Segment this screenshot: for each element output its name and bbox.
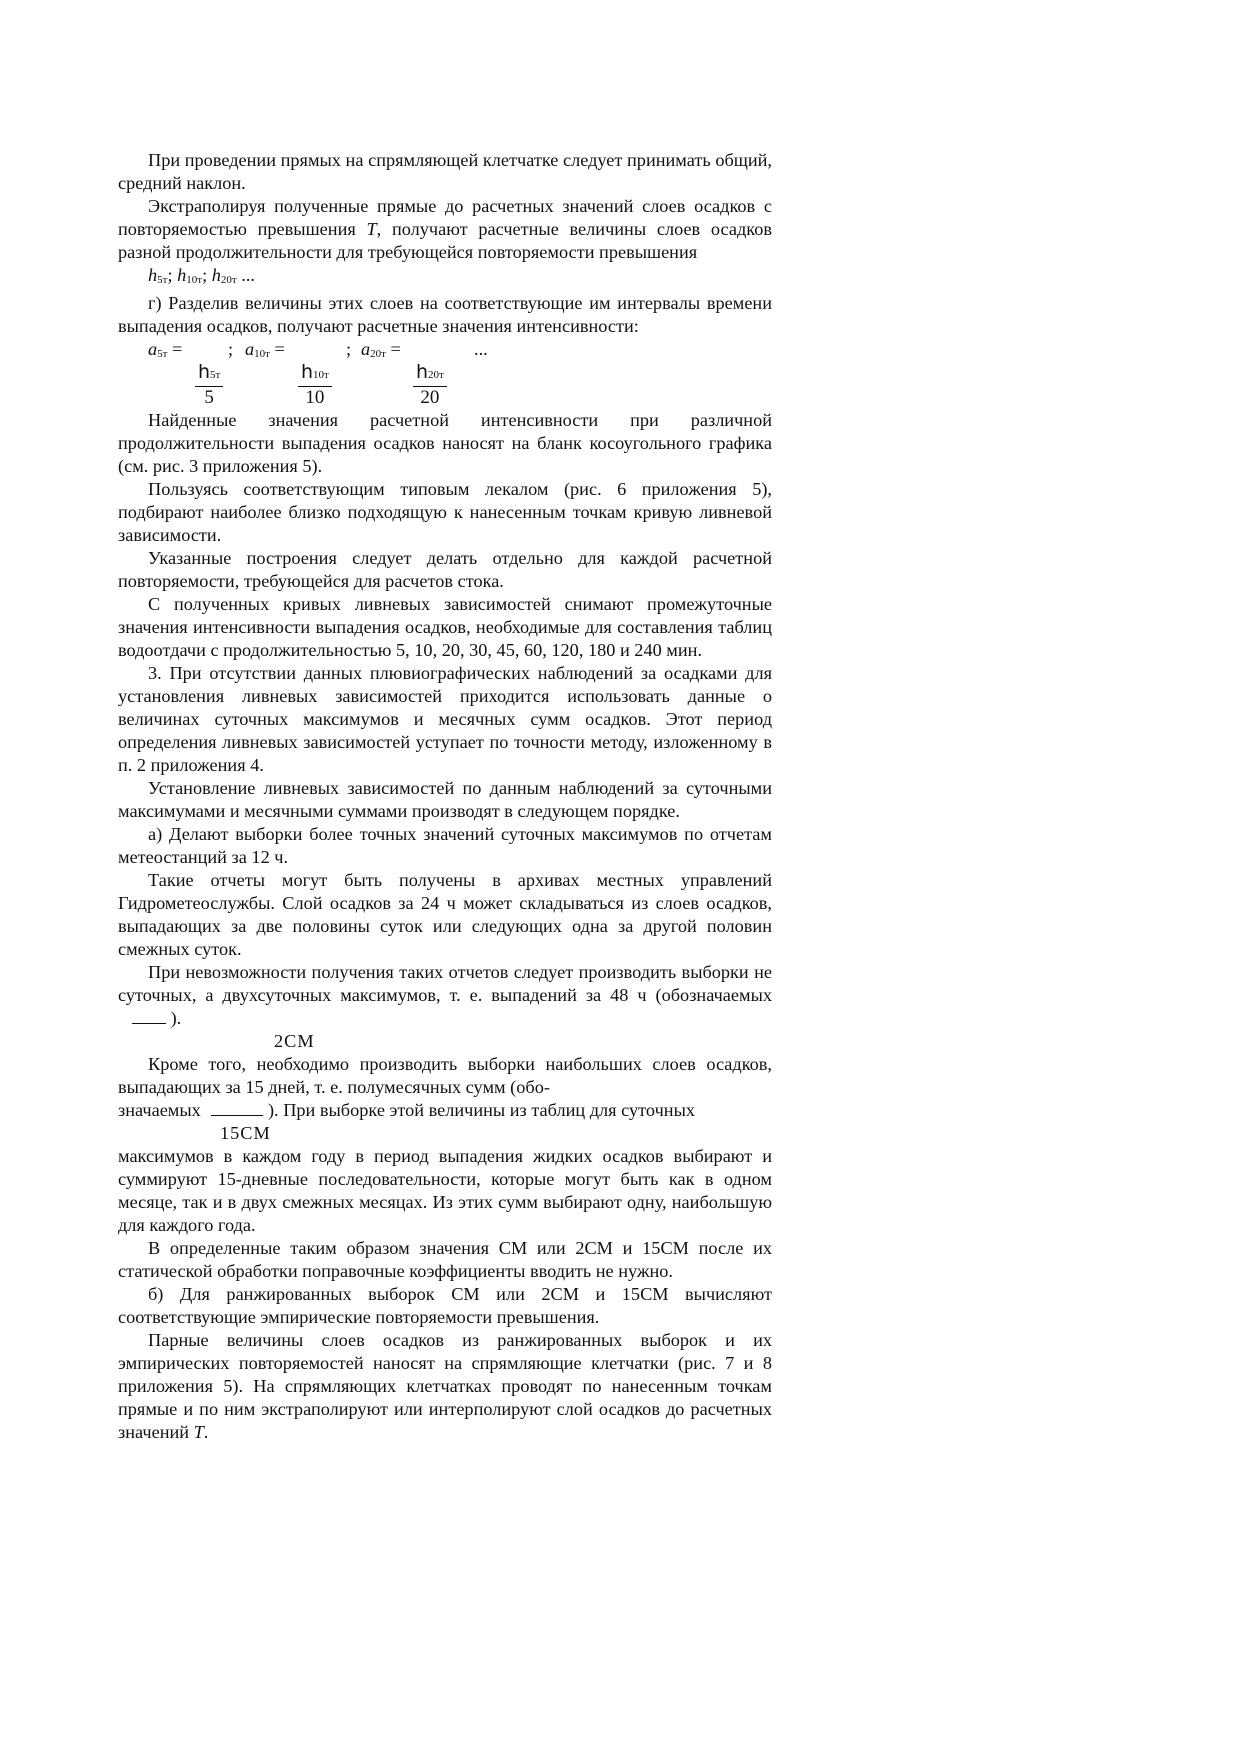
fraction-denominator: 20	[420, 387, 440, 408]
subscript: 5т	[157, 348, 168, 360]
fraction-h5	[195, 361, 223, 409]
fractions-row	[118, 361, 772, 409]
paragraph-archives: Такие отчеты могут быть получены в архивах местных управлений Гидрометеослужбы. Слой осадков за 24 ч может складываться из слоев осадков, выпадающих за две половины суток или следующих одна за другой половин смежных суток.	[118, 870, 772, 959]
blank-line	[211, 1101, 263, 1116]
fraction-numerator	[195, 361, 223, 387]
symbol-h: h	[177, 265, 187, 285]
symbol-a: a	[245, 339, 255, 359]
label-15cm: 15СМ	[220, 1123, 271, 1143]
equals: =	[269, 339, 285, 359]
paragraph-curves: С полученных кривых ливневых зависимостей снимают промежуточные значения интенсивности выпадения осадков, необходимые для составления таблиц водоотдачи с продолжительностью 5, 10, 20, 30, 45, 60, 120, 180 и 240 мин.	[118, 594, 772, 660]
fraction-h20	[413, 361, 447, 409]
symbol-T: T	[193, 1422, 204, 1442]
paragraph-corrections: В определенные таким образом значения СМ или 2СМ и 15СМ после их статической обработки поправочные коэффициенты вводить не нужно.	[118, 1238, 772, 1281]
subscript: 20т	[370, 348, 386, 360]
paragraph-item-a: а) Делают выборки более точных значений суточных максимумов по отчетам метеостанций за 12 ч.	[118, 824, 772, 867]
subscript: 10т	[254, 348, 270, 360]
symbol-h: h	[198, 361, 211, 383]
text: ). При выборке этой величины из таблиц для суточных	[267, 1100, 695, 1120]
paragraph-divide: г) Разделив величины этих слоев на соответствующие им интервалы времени выпадения осадков, получают расчетные значения интенсивности:	[118, 293, 772, 336]
subscript: 10т	[186, 274, 203, 286]
paragraph-two-day	[118, 961, 772, 1030]
paragraph-half-month-cont	[118, 1099, 772, 1122]
fraction-denominator: 10	[305, 387, 325, 408]
paragraph-extrapolation	[118, 195, 772, 264]
text: ).	[170, 1008, 182, 1028]
fraction-numerator	[413, 361, 447, 387]
paragraph-template: Пользуясь соответствующим типовым лекалом (рис. 6 приложения 5), подбирают наиболее близко подходящую к нанесенным точкам кривую ливневой зависимости.	[118, 479, 772, 545]
paragraph-paired-values	[118, 1329, 772, 1444]
paragraph-order: Установление ливневых зависимостей по данным наблюдений за суточными максимумами и месячными суммами производят в следующем порядке.	[118, 778, 772, 821]
paragraph-section-3: 3. При отсутствии данных плювиографических наблюдений за осадками для установления ливневых зависимостей приходится использовать данные о величинах суточных максимумов и месячных сумм осадков. Этот период определения ливневых зависимостей уступает по точности методу, изложенному в п. 2 приложения 4.	[118, 663, 772, 775]
subscript: 20т	[428, 369, 444, 381]
equals: =	[385, 339, 401, 359]
symbol-a: a	[361, 339, 371, 359]
text: Экстраполируя полученные прямые до расчетных значений слоев осадков с повторяемостью превышения	[118, 196, 772, 239]
ellipsis: ...	[474, 339, 488, 359]
paragraph-half-month-end: максимумов в каждом году в период выпадения жидких осадков выбирают и суммируют 15-дневные последовательности, которые могут быть как в одном месяце, так и в двух смежных месяцах. Из этих сумм выбирают одну, наибольшую для каждого года.	[118, 1146, 772, 1235]
symbol-h: h	[211, 265, 221, 285]
text: .	[203, 1422, 209, 1442]
text: Парные величины слоев осадков из ранжированных выборок и их эмпирических повторяемостей наносят на спрямляющие клетчатки (рис. 7 и 8 приложения 5). На спрямляющих клетчатках проводят по нанесенным точкам прямые и по ним экстраполируют или интерполируют слой осадков до расчетных значений	[118, 1330, 772, 1442]
equals: =	[167, 339, 183, 359]
blank-line	[132, 1009, 166, 1024]
symbol-h: h	[301, 361, 314, 383]
ellipsis: ...	[236, 265, 255, 285]
text: , получают расчетные величины слоев осадков разной продолжительности для требующейся повторяемости превышения	[118, 219, 772, 262]
label-row	[118, 1030, 772, 1053]
paragraph-slope: При проведении прямых на спрямляющей клетчатке следует принимать общий, средний наклон.	[118, 150, 772, 193]
fraction-numerator	[298, 361, 332, 387]
separator: ;	[202, 265, 212, 285]
symbol-h: h	[148, 265, 158, 285]
subscript: 5т	[210, 369, 221, 381]
subscript: 10т	[313, 369, 329, 381]
fraction-h10	[298, 361, 332, 409]
label-2cm: 2СМ	[274, 1031, 315, 1051]
subscript: 5т	[157, 274, 168, 286]
formula-a-values	[118, 338, 772, 361]
paragraph-constructions: Указанные построения следует делать отдельно для каждой расчетной повторяемости, требующейся для расчетов стока.	[118, 548, 772, 591]
paragraph-half-month: Кроме того, необходимо производить выборки наибольших слоев осадков, выпадающих за 15 дней, т. е. полумесячных сумм (обо-	[118, 1054, 772, 1097]
symbol-h: h	[416, 361, 429, 383]
label-row	[118, 1122, 772, 1145]
formula-h-values	[118, 264, 772, 292]
fraction-denominator: 5	[204, 387, 214, 408]
symbol-a: a	[148, 339, 158, 359]
subscript: 20т	[220, 274, 237, 286]
paragraph-found-values: Найденные значения расчетной интенсивности при различной продолжительности выпадения осадков наносят на бланк косоугольного графика (см. рис. 3 приложения 5).	[118, 410, 772, 476]
separator: ;	[228, 339, 234, 359]
document-page	[118, 149, 772, 1444]
separator: ;	[167, 265, 178, 285]
text: значаемых	[118, 1100, 201, 1120]
text: При невозможности получения таких отчетов следует производить выборки не суточных, а двухсуточных максимумов, т. е. выпадений за 48 ч (обозначаемых	[118, 962, 772, 1005]
paragraph-item-b: б) Для ранжированных выборок СМ или 2СМ и 15СМ вычисляют соответствующие эмпирические повторяемости превышения.	[118, 1284, 772, 1327]
symbol-T: T	[366, 219, 377, 239]
separator: ;	[346, 339, 352, 359]
